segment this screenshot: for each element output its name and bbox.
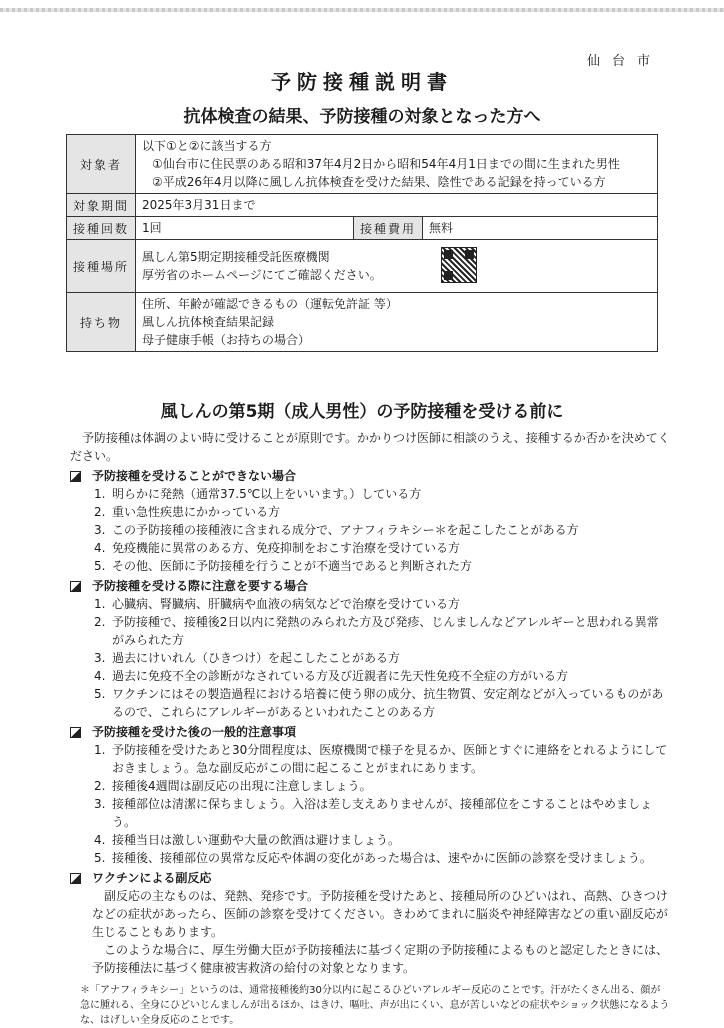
- fee-label: 接種費用: [354, 217, 423, 240]
- target-condition-1: ①仙台市に住民票のある昭和37年4月2日から昭和54年4月1日までの間に生まれた男性: [152, 157, 620, 171]
- cannot-list: [70, 485, 670, 575]
- after-list: [70, 741, 670, 867]
- section-title: 風しんの第5期（成人男性）の予防接種を受ける前に: [160, 402, 564, 422]
- list-item: 4. 過去に免疫不全の診断がなされている方及び近親者に先天性免疫不全症の方がいる方: [94, 669, 569, 683]
- place-label: 接種場所: [67, 240, 136, 293]
- list-item: 1. 心臓病、腎臓病、肝臓病や血液の病気などで治療を受けている方: [94, 597, 461, 611]
- place-row: [67, 240, 658, 293]
- city-name: 仙台市: [586, 54, 662, 69]
- after-heading: 予防接種を受けた後の一般的注意事項: [70, 723, 670, 741]
- scan-border: [0, 8, 724, 12]
- bring-item-1: 住所、年齢が確認できるもの（運転免許証 等）: [142, 297, 398, 311]
- list-item: 3. 過去にけいれん（ひきつけ）を起こしたことがある方: [94, 651, 401, 665]
- caution-heading: 予防接種を受ける際に注意を要する場合: [70, 577, 670, 595]
- document-title: 予防接種説明書: [271, 70, 453, 94]
- document-body: [70, 429, 670, 1028]
- side-effects-para-2: このような場合に、厚生労働大臣が予防接種法に基づく定期の予防接種によるものと認定したときには、予防接種法に基づく健康被害救済の給付の対象となります。: [92, 943, 669, 975]
- bring-row: [67, 293, 658, 352]
- list-item: 4. 接種当日は激しい運動や大量の飲酒は避けましょう。: [94, 833, 401, 847]
- checkbox-icon: [70, 727, 81, 738]
- list-item: 2. 重い急性疾患にかかっている方: [94, 505, 281, 519]
- checkbox-icon: [70, 581, 81, 592]
- count-value: 1回: [136, 217, 354, 240]
- anaphylaxis-footnote: ＊「アナフィラキシー」というのは、通常接種後約30分以内に起こるひどいアレルギー反応のことです。汗がたくさん出る、顔が急に腫れる、全身にひどいじんましんが出るほか、はきけ、嘔吐、声が出にくい、息が苦しいなどの症状やショック状態になるような、はげしい全身反応のことです。: [80, 985, 670, 1026]
- info-table: [66, 134, 658, 352]
- list-item: 5. 接種後、接種部位の異常な反応や体調の変化があった場合は、速やかに医師の診察を受けましょう。: [94, 851, 652, 865]
- target-row: [67, 135, 658, 194]
- target-intro: 以下①と②に該当する方: [142, 139, 272, 153]
- list-item: 2. 予防接種で、接種後2日以内に発熱のみられた方及び発疹、じんましんなどアレルギーと思われる異常がみられた方: [94, 615, 659, 647]
- list-item: 1. 予防接種を受けたあと30分間程度は、医療機関で様子を見るか、医師とすぐに連絡をとれるようにしておきましょう。急な副反応がこの間に起こることがまれにあります。: [94, 743, 668, 775]
- fee-value: 無料: [423, 217, 658, 240]
- checkbox-icon: [70, 873, 81, 884]
- cannot-heading: 予防接種を受けることができない場合: [70, 467, 670, 485]
- list-item: 3. 接種部位は清潔に保ちましょう。入浴は差し支えありませんが、接種部位をこすることはやめましょう。: [94, 797, 653, 829]
- list-item: 4. 免疫機能に異常のある方、免疫抑制をおこす治療を受けている方: [94, 541, 461, 555]
- list-item: 1. 明らかに発熱（通常37.5℃以上をいいます。）している方: [94, 487, 422, 501]
- list-item: 3. この予防接種の接種液に含まれる成分で、アナフィラキシー＊を起こしたことがある方: [94, 523, 579, 537]
- caution-list: [70, 595, 670, 721]
- count-label: 接種回数: [67, 217, 136, 240]
- list-item: 5. ワクチンにはその製造過程における培養に使う卵の成分、抗生物質、安定剤などが入っているものがあるので、これらにアレルギーがあるといわれたことのある方: [94, 687, 664, 719]
- period-label: 対象期間: [67, 194, 136, 217]
- list-item: 2. 接種後4週間は副反応の出現に注意しましょう。: [94, 779, 372, 793]
- target-condition-2: ②平成26年4月以降に風しん抗体検査を受けた結果、陰性である記録を持っている方: [152, 175, 606, 189]
- bring-item-3: 母子健康手帳（お持ちの場合）: [142, 333, 311, 347]
- period-row: [67, 194, 658, 217]
- place-line-2: 厚労省のホームページにてご確認ください。: [142, 268, 382, 282]
- list-item: 5. その他、医師に予防接種を行うことが不適当であると判断された方: [94, 559, 473, 573]
- section-intro: 予防接種は体調のよい時に受けることが原則です。かかりつけ医師に相談のうえ、接種するか否かを決めてください。: [70, 431, 670, 463]
- place-line-1: 風しん第5期定期接種受託医療機関: [142, 250, 330, 264]
- bring-item-2: 風しん抗体検査結果記録: [142, 315, 275, 329]
- side-effects-heading: ワクチンによる副反応: [70, 869, 670, 887]
- bring-label: 持ち物: [67, 293, 136, 352]
- checkbox-icon: [70, 471, 81, 482]
- side-effects-para-1: 副反応の主なものは、発熱、発疹です。予防接種を受けたあと、接種局所のひどいはれ、高熱、ひきつけなどの症状があったら、医師の診察を受けてください。きわめてまれに脳炎や神経障害などの重い副反応が生じることもあります。: [92, 889, 668, 939]
- count-fee-row: [67, 217, 658, 240]
- period-value: 2025年3月31日まで: [136, 194, 658, 217]
- document-subtitle: 抗体検査の結果、予防接種の対象となった方へ: [183, 107, 541, 127]
- qr-code-icon[interactable]: [441, 247, 477, 283]
- target-label: 対象者: [67, 135, 136, 194]
